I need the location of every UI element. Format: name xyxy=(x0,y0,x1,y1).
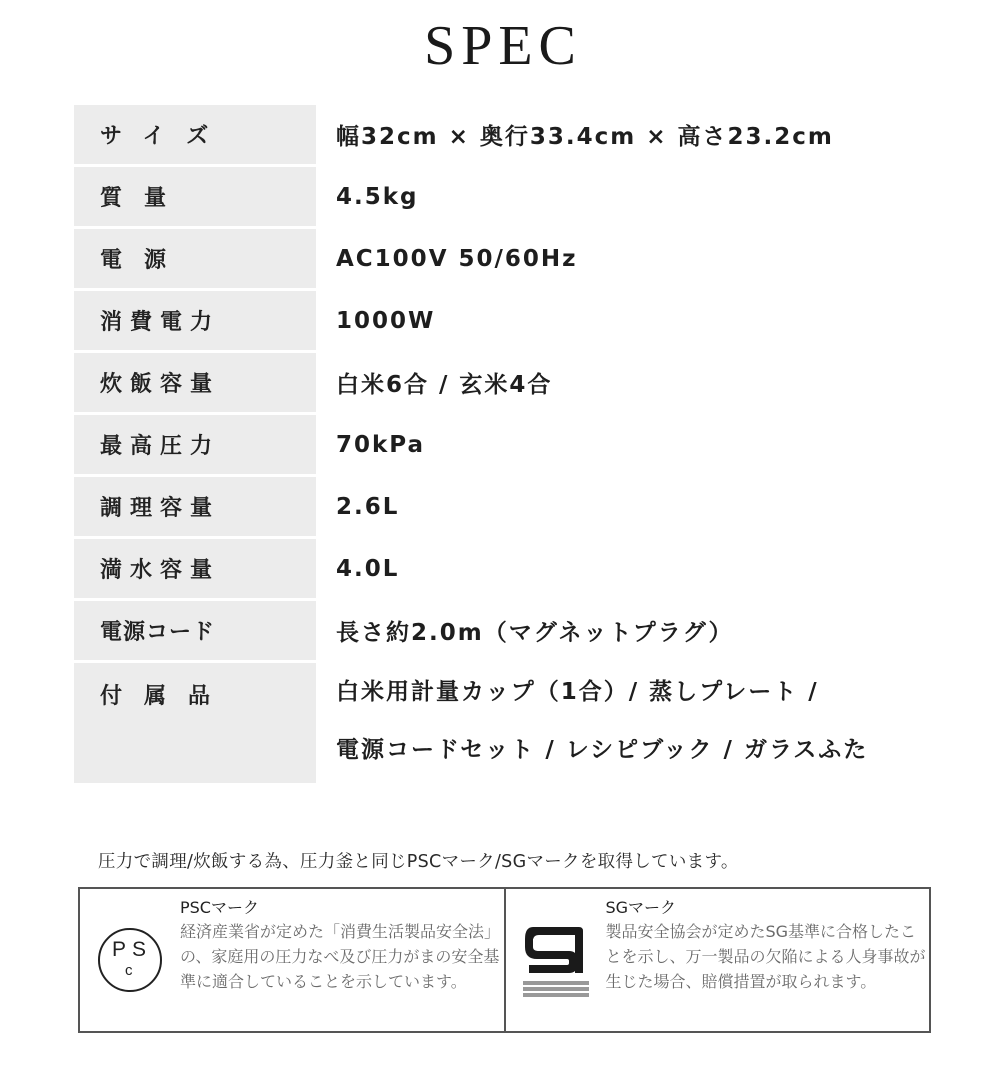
psc-logo-icon: P S c xyxy=(80,889,180,1031)
spec-label: 炊飯容量 xyxy=(74,353,316,412)
spec-value: 1000W xyxy=(336,307,436,334)
spec-value: 白米6合 / 玄米4合 xyxy=(336,372,553,398)
spec-label: 消費電力 xyxy=(74,291,316,350)
sg-logo-caption xyxy=(523,981,589,997)
spec-label: 調理容量 xyxy=(74,477,316,536)
spec-value: AC100V 50/60Hz xyxy=(336,245,578,272)
spec-value: 4.0L xyxy=(336,555,400,582)
certification-marks-box xyxy=(78,887,931,1033)
spec-value-line: 白米用計量カップ（1合）/ 蒸しプレート / xyxy=(336,679,819,705)
spec-label: サイズ xyxy=(74,105,316,164)
spec-value: 4.5kg xyxy=(336,183,419,210)
spec-row-cooking-capacity xyxy=(74,477,954,536)
spec-row-accessories xyxy=(74,663,954,783)
spec-value-line: 電源コードセット / レシピブック / ガラスふた xyxy=(336,737,869,763)
sg-mark-title: SGマーク xyxy=(605,898,677,917)
spec-label: 付属品 xyxy=(74,663,316,783)
spec-table xyxy=(74,105,954,786)
psc-mark-title: PSCマーク xyxy=(180,898,259,917)
spec-label: 満水容量 xyxy=(74,539,316,598)
spec-label: 電源コード xyxy=(74,601,316,660)
spec-value: 70kPa xyxy=(336,431,426,458)
spec-label: 質量 xyxy=(74,167,316,226)
psc-mark-description: 経済産業省が定めた「消費生活製品安全法」の、家庭用の圧力なべ及び圧力がまの安全基準に適合していることを示しています。 xyxy=(180,922,501,991)
spec-row-full-water-capacity xyxy=(74,539,954,598)
spec-value xyxy=(316,663,868,783)
certification-note: 圧力で調理/炊飯する為、圧力釜と同じPSCマーク/SGマークを取得しています。 xyxy=(98,852,739,872)
psc-mark-panel xyxy=(80,889,504,1031)
spec-row-power-cord xyxy=(74,601,954,660)
spec-row-weight xyxy=(74,167,954,226)
spec-row-rice-capacity xyxy=(74,353,954,412)
spec-row-size xyxy=(74,105,954,164)
sg-mark-panel xyxy=(504,889,930,1031)
spec-value: 幅32cm × 奥行33.4cm × 高さ23.2cm xyxy=(336,124,834,150)
spec-row-power-consumption xyxy=(74,291,954,350)
spec-row-max-pressure xyxy=(74,415,954,474)
sg-mark-description: 製品安全協会が定めたSG基準に合格したことを示し、万一製品の欠陥による人身事故が生じた場合、賠償措置が取られます。 xyxy=(605,922,926,991)
spec-label: 電源 xyxy=(74,229,316,288)
page-title: SPEC xyxy=(424,15,582,77)
spec-value: 長さ約2.0m（マグネットプラグ） xyxy=(336,620,734,646)
sg-logo-icon xyxy=(506,889,606,1031)
spec-label: 最高圧力 xyxy=(74,415,316,474)
spec-row-power-source xyxy=(74,229,954,288)
spec-value: 2.6L xyxy=(336,493,400,520)
